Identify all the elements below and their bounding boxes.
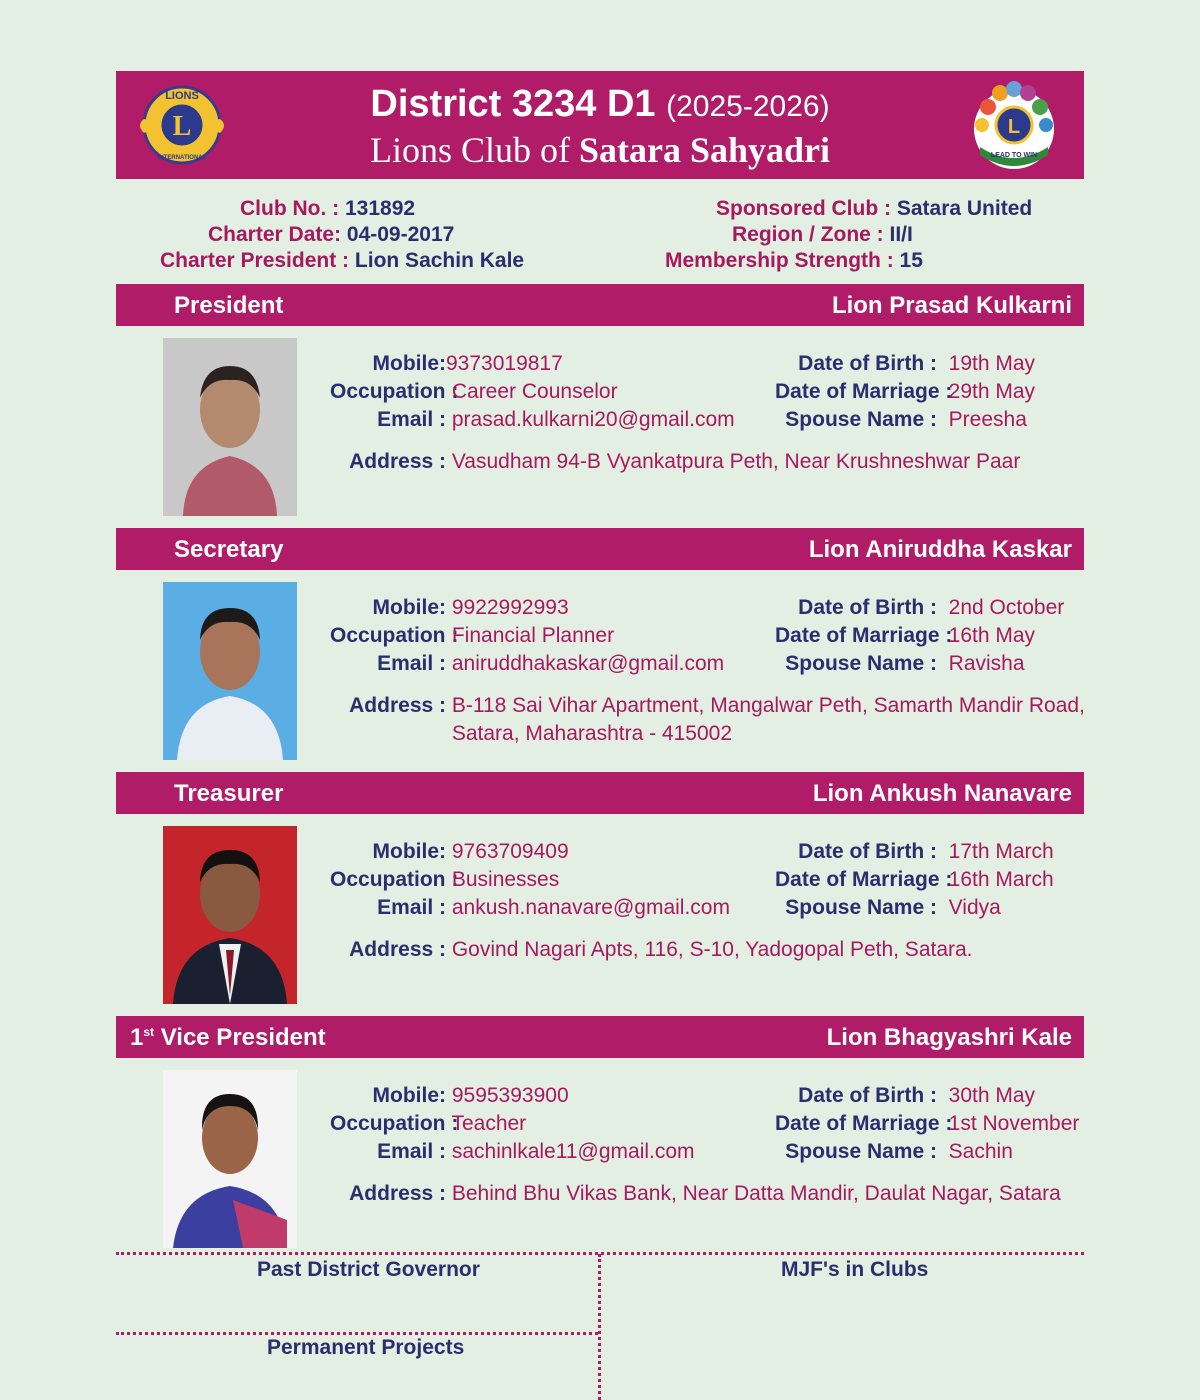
address-line1: Vasudham 94-B Vyankatpura Peth, Near Krushneshwar Paar	[451, 450, 1021, 473]
officer-address: Address : Govind Nagari Apts, 116, S-10, Yadogopal Peth, Satara.	[349, 938, 973, 961]
address-line1: Behind Bhu Vikas Bank, Near Datta Mandir, Daulat Nagar, Satara	[451, 1182, 1061, 1205]
officer-details-left: Mobile: 9922992993 Occupation : Financial Planner Email : aniruddhakaskar@gmail.com	[330, 596, 725, 675]
svg-text:INTERNATIONAL: INTERNATIONAL	[157, 155, 207, 161]
officer-details-right: Date of Birth : 17th March Date of Marriage : 16th March Spouse Name : Vidya	[775, 840, 1054, 919]
past-district-governor-heading: Past District Governor	[257, 1258, 480, 1281]
officer-photo	[163, 1070, 297, 1248]
officer-photo	[163, 826, 297, 1004]
officer-name: Lion Prasad Kulkarni	[831, 292, 1072, 319]
district-title: District 3234 D1 (2025-2026)	[370, 83, 830, 125]
charter-date-value: 04-09-2017	[346, 223, 455, 246]
dom-value: 16th May	[948, 624, 1036, 647]
region-zone-value: II/I	[889, 223, 913, 246]
spouse-value: Ravisha	[948, 652, 1025, 675]
occupation-value: Financial Planner	[451, 624, 615, 647]
lead-to-win-logo	[966, 77, 1062, 173]
charter-date-label: Charter Date:	[208, 223, 342, 246]
club-title: Lions Club of Satara Sahyadri	[369, 130, 831, 170]
dob-value: 30th May	[948, 1084, 1036, 1107]
officer-details-left: Mobile:9373019817 Occupation : Career Counselor Email : prasad.kulkarni20@gmail.com	[330, 352, 735, 431]
svg-text:L: L	[172, 111, 192, 142]
club-no-label: Club No. :	[240, 197, 340, 220]
officer-bar-secretary	[116, 528, 1084, 570]
dob-value: 2nd October	[948, 596, 1065, 619]
occupation-value: Teacher	[451, 1112, 527, 1135]
address-line2: Satara, Maharashtra - 415002	[451, 722, 733, 745]
dom-value: 16th March	[948, 868, 1054, 891]
officer-name: Lion Aniruddha Kaskar	[808, 536, 1072, 563]
email-value: ankush.nanavare@gmail.com	[451, 896, 730, 919]
header-banner	[116, 71, 1084, 179]
occupation-value: Businesses	[451, 868, 560, 891]
officer-role: Secretary	[174, 536, 284, 563]
footer-divider-left	[116, 1332, 598, 1335]
officer-details-right: Date of Birth : 19th May Date of Marriage : 29th May Spouse Name : Preesha	[775, 352, 1036, 431]
officer-name: Lion Ankush Nanavare	[812, 780, 1072, 807]
officer-bar-president	[116, 284, 1084, 326]
officer-details-right: Date of Birth : 30th May Date of Marriage : 1st November Spouse Name : Sachin	[775, 1084, 1080, 1163]
officer-address: Address : Behind Bhu Vikas Bank, Near Datta Mandir, Daulat Nagar, Satara	[349, 1182, 1061, 1205]
officer-bar-vice-president	[116, 1016, 1084, 1058]
officer-address: Address : B-118 Sai Vihar Apartment, Mangalwar Peth, Samarth Mandir Road, Satara, Maharashtra - 415002	[349, 694, 1085, 745]
membership-label: Membership Strength :	[665, 249, 894, 272]
membership-value: 15	[899, 249, 923, 272]
charter-president-value: Lion Sachin Kale	[354, 249, 525, 272]
officer-photo	[163, 582, 297, 760]
mjf-heading: MJF's in Clubs	[781, 1258, 929, 1281]
region-zone-label: Region / Zone :	[732, 223, 884, 246]
dob-value: 17th March	[948, 840, 1054, 863]
officer-details-right: Date of Birth : 2nd October Date of Marriage : 16th May Spouse Name : Ravisha	[775, 596, 1065, 675]
address-line1: Govind Nagari Apts, 116, S-10, Yadogopal Peth, Satara.	[451, 938, 973, 961]
email-value: aniruddhakaskar@gmail.com	[451, 652, 725, 675]
officer-role: 1st Vice President	[130, 1024, 326, 1051]
mobile-value: 9373019817	[446, 352, 563, 375]
footer-divider-vertical	[598, 1254, 601, 1400]
officer-bar-treasurer	[116, 772, 1084, 814]
svg-text:LIONS: LIONS	[165, 90, 199, 102]
occupation-value: Career Counselor	[451, 380, 618, 403]
dom-value: 1st November	[948, 1112, 1080, 1135]
officer-name: Lion Bhagyashri Kale	[826, 1024, 1072, 1051]
club-no-value: 131892	[345, 197, 416, 220]
officer-details-left: Mobile: 9763709409 Occupation : Businesses Email : ankush.nanavare@gmail.com	[330, 840, 730, 919]
officer-role: President	[174, 292, 284, 319]
address-line1: B-118 Sai Vihar Apartment, Mangalwar Peth, Samarth Mandir Road,	[451, 694, 1085, 717]
sponsored-club-label: Sponsored Club :	[716, 197, 891, 220]
officer-address: Address : Vasudham 94-B Vyankatpura Peth, Near Krushneshwar Paar	[349, 450, 1021, 473]
mobile-value: 9922992993	[451, 596, 569, 619]
svg-text:L: L	[1007, 116, 1021, 138]
permanent-projects-heading: Permanent Projects	[267, 1336, 465, 1359]
mobile-value: 9595393900	[451, 1084, 569, 1107]
mobile-value: 9763709409	[451, 840, 569, 863]
dob-value: 19th May	[948, 352, 1036, 375]
officer-role: Treasurer	[174, 780, 284, 807]
charter-president-label: Charter President :	[160, 249, 350, 272]
spouse-value: Vidya	[948, 896, 1001, 919]
dom-value: 29th May	[948, 380, 1036, 403]
sponsored-club-value: Satara United	[896, 197, 1033, 220]
officer-photo	[163, 338, 297, 516]
email-value: prasad.kulkarni20@gmail.com	[451, 408, 735, 431]
spouse-value: Sachin	[948, 1140, 1013, 1163]
email-value: sachinlkale11@gmail.com	[451, 1140, 695, 1163]
officer-details-left: Mobile: 9595393900 Occupation : Teacher Email : sachinlkale11@gmail.com	[330, 1084, 695, 1163]
spouse-value: Preesha	[948, 408, 1027, 431]
svg-text:LEAD TO WIN: LEAD TO WIN	[990, 152, 1038, 159]
